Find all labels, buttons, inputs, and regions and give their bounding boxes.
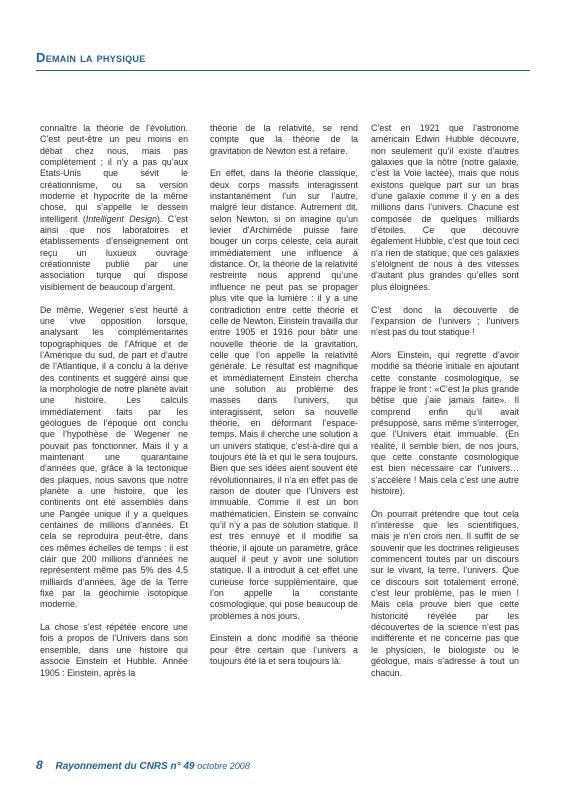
paragraph: La chose s’est répétée encore une fois à propos de l’Univers dans son ensemble, dans une histoire qui associe Einstein et Hubble. Année 1905 : Einstein, après la bbox=[40, 622, 188, 678]
paragraph: théorie de la relativité, se rend compte que la théorie de la gravitation de Newton est à refaire. bbox=[210, 123, 358, 156]
text-column-3 bbox=[371, 123, 519, 690]
paragraph: connaître la théorie de l’évolution. C’est peut-être un peu moins en débat chez nous, mais pas complètement ; il n’y a pas qu’aux Etats-Unis que sévit le créationnisme, ou sa version moderne et hypocrite de la même chose, qui s’appelle le dessein intelligent (Intelligent Design). C’est ainsi que nos laboratoires et établissements d’enseignement ont reçu un luxueux ouvrage créationniste publié par une association turque qui dispose visiblement de beaucoup d’argent. bbox=[40, 123, 189, 292]
page-number: 8 bbox=[36, 758, 43, 772]
paragraph: C’est en 1921 que l’astronome américain Edwin Hubble découvre, non seulement qu’il existe d’autres galaxies que la nôtre (notre galaxie, c’est la Voie lactée), mais que nous existons quelque part sur un bras d’une galaxie comme il y en a des millions dans l’univers. Chacune est composée de quelques milliards d’étoiles. Ce que découvre également Hubble, c’est que tout ceci n’a rien de statique, que ces galaxies s’éloignent de nous à des vitesses d’autant plus grandes qu’elles sont plus éloignées. bbox=[371, 123, 520, 292]
publication-name: Rayonnement du CNRS n° 49 bbox=[55, 761, 195, 772]
paragraph: C’est donc la découverte de l’expansion de l’univers ; l’univers n’est pas du tout statique ! bbox=[371, 304, 519, 338]
paragraph: On pourrait prétendre que tout cela n’intéresse que les scientifiques, mais je n’en crois rien. Il suffit de se souvenir que les doctrines religieuses commencent toutes par un discours sur le vivant, la terre, l’univers. Que ce discours soit totalement erroné, c’est leur problème, pas le mien ! Mais cela prouve bien que cette historicité révélée par les découvertes de la science n’est pas indifférente et ne concerne pas que le physicien, le biologiste ou le géologue, mais s’adresse à tout un chacun. bbox=[371, 508, 519, 678]
paragraph: De même, Wegener s’est heurté à une vive opposition lorsque, analysant les complémentarités topographiques de l’Afrique et de l’Amérique du sud, de part et d’autre de l’Atlantique, il a conclu à la dérive des continents et suggéré ainsi que la morphologie de notre planète avait une histoire. Les calculs immédiatement faits par les géologues de l’époque ont conclu que l’hypothèse de Wegener ne pouvait pas fonctionner. Mais il y a maintenant une quarantaine d’années que, grâce à la tectonique des plaques, nous savons que notre planète a une histoire, que les continents ont été assemblés dans une Pangée unique il y a quelques centaines de millions d’années. Et cela se reproduira peut-être, dans ces mêmes échelles de temps : il est clair que 200 millions d’années ne représentent même pas 5% des 4,5 milliards d’années, âge de la Terre fixé par la géochimie isotopique moderne. bbox=[40, 304, 188, 610]
paragraph: Alors Einstein, qui regrette d’avoir modifié sa théorie initiale en ajoutant cette constante cosmologique, se frappe le front : «C’est la plus grande bêtise que j’aie jamais faite». Il comprend enfin qu’il avait présupposé, sans même s’interroger, que l’Univers était immuable. (En réalité, il semble bien, de nos jours, que cette constante cosmologique est bien nécessaire car l’univers… s’accélère ! Mais cela c’est une autre histoire). bbox=[371, 349, 519, 496]
publication-date: octobre 2008 bbox=[197, 761, 250, 771]
paragraph: Einstein a donc modifié sa théorie pour être certain que l’univers a toujours été là et sera toujours là. bbox=[210, 633, 358, 667]
page-footer bbox=[36, 758, 250, 772]
paragraph: En effet, dans la théorie classique, deux corps massifs interagissent instantanément l’un sur l’autre, malgré leur distance. Autrement dit, selon Newton, si on imagine qu’un levier d’Archimède puisse faire bouger un corps céleste, cela aurait immédiatement une influence à distance. Or, la théorie de la relativité restreinte nous apprend qu’une influence ne peut pas se propager plus vite que la lumière : il y a une contradiction entre cette théorie et celle de Newton. Einstein travailla dur entre 1905 et 1916 pour bâtir une nouvelle théorie de la gravitation, celle que l’on appelle la relativité générale. Le résultat est magnifique et immédiatement Einstein chercha une solution au problème des masses dans l’univers, qui interagissent, selon sa nouvelle théorie, en déformant l’espace-temps. Mais il cherche une solution à un univers statique, c’est-à-dire qui a toujours été là et qui le sera toujours. Bien que ses idées aient souvent été révolutionnaires, il n’a en effet pas de raison de douter que l’Univers est immuable. Comme il est un bon mathématicien, Einstein se convainc qu’il n’y a pas de solution statique. Il est très ennuyé et il modifie sa théorie, il ajoute un paramètre, grâce auquel il peut y avoir une solution statique. Il a introduit à cet effet une curieuse force supplémentaire, que l’on appelle la constante cosmologique, qui pose beaucoup de problèmes à nos jours. bbox=[210, 168, 358, 621]
header-divider bbox=[36, 70, 530, 71]
text-column-2 bbox=[210, 123, 358, 679]
text-column-1 bbox=[40, 123, 188, 690]
section-title: Demain la physique bbox=[36, 50, 146, 65]
